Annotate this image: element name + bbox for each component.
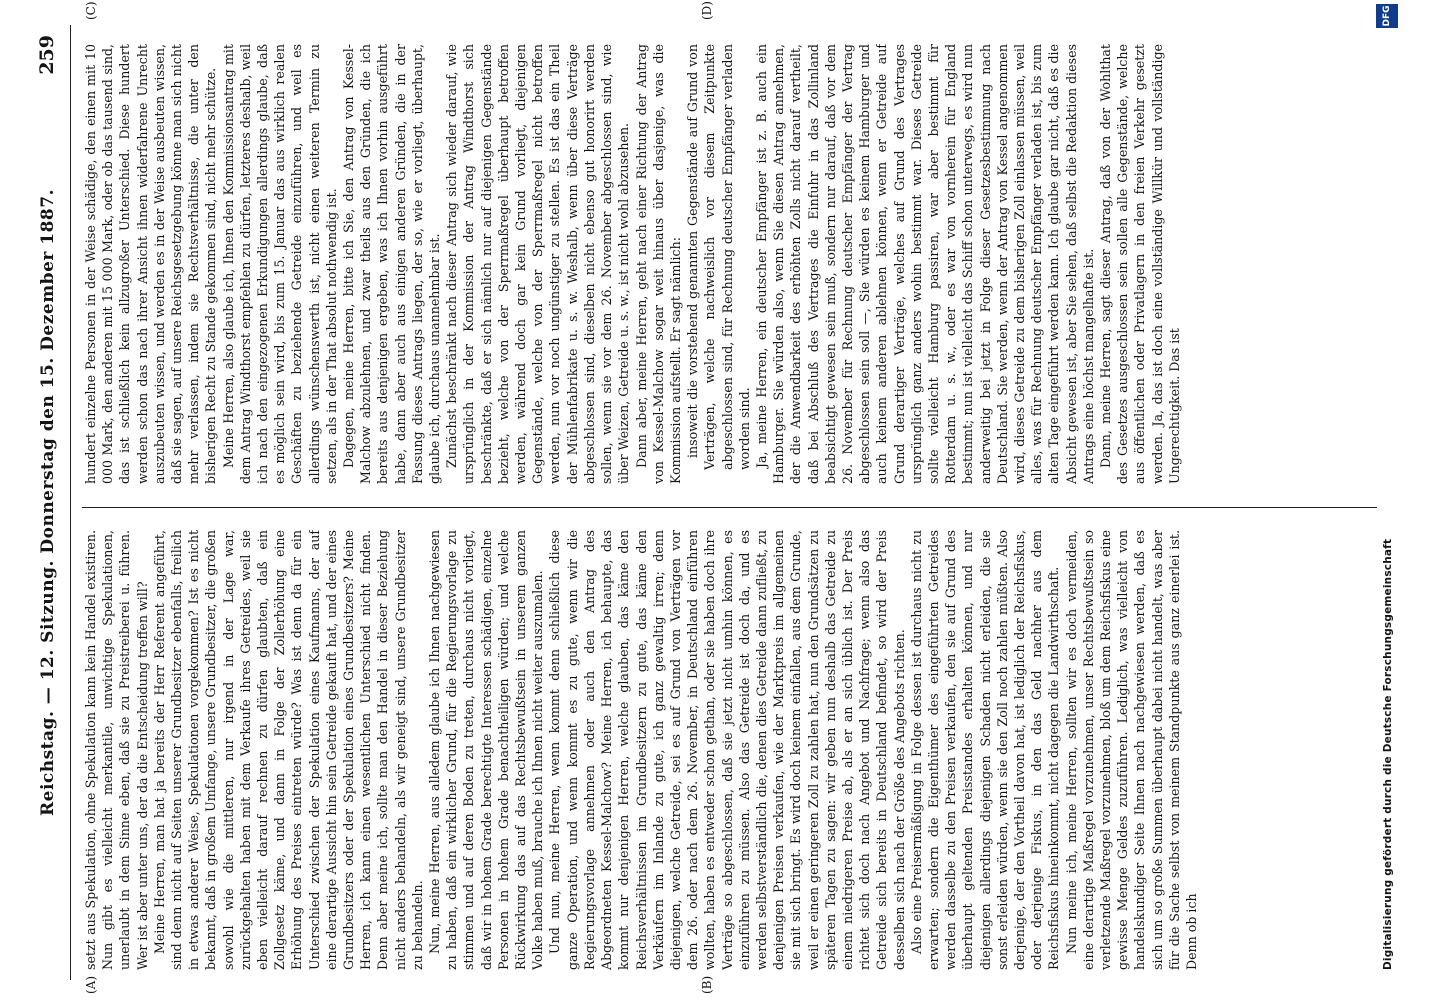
paragraph: Und nun, meine Herren, wenn kommt denn schließlich diese ganze Operation, und wenn kommt es zu gute, wenn wir die Regierungsvorlage annehmen oder auch den Antrag des Abgeordneten Kessel-Malchow? Meine Herren, ich behaupte, das kommt nur denjenigen Herren, welche glauben, das käme den Reichsverhältnissen im Grundbesitzern zu gute, das käme den Verkäufern im Inlande zu gute, ich ganz gewaltig irren; denn diejenigen, welche Getreide, sei es auf Grund von Verträgen vor dem 26. oder nach dem 26. November, in Deutschland einführen wollten, haben es entweder schon gethan, oder sie haben doch ihre Verträge so abgeschlossen, daß sie jetzt nicht umhin können, es einzuführen zu müssen. Also das Getreide ist doch da, und es werden selbstverständlich die, denen dies Getreide dann zufließt, zu denjenigen Preisen verkaufen, wie der Marktpreis im allgemeinen sie mit sich bringt. Es wird doch keinem einfallen, aus dem Grunde, weil er einen geringeren Zoll zu zahlen hat, nun den Grundsätzen zu späteren Tagen zu sagen: wir geben nun deshalb das Getreide zu einem niedrigeren Preise ab, als er an sich üblich ist. Der Preis richtet sich doch nach Angebot und Nachfrage; wenn also das Getreide sich bereits in Deutschland befindet, so wird der Preis desselben sich nach der Größe des Angebots richten. — [547, 530, 907, 970]
margin-marker-b: (B) — [700, 975, 714, 994]
left-text-column — [82, 530, 1382, 970]
paragraph: Nun, meine Herren, aus alledem glaube ich Ihnen nachgewiesen zu haben, daß ein wirklicher Grund, für die Regierungsvorlage zu stimmen und auf deren Boden zu treten, durchaus nicht vorliegt, daß wir in hohem Grade berechtigte Interessen schädigen, einzelne Personen in hohem Grade benachtheiligen würden; und welche Rückwirkung das auf das Rechtsbewußtsein in unserem ganzen Volke haben muß, brauche ich Ihnen nicht weiter auszumalen. — [427, 530, 546, 970]
page-number: 259 — [36, 35, 58, 75]
running-title: Reichstag. — 12. Sitzung. Donnerstag den 15. Dezember 1887. — [38, 189, 58, 816]
page-header — [22, 25, 72, 980]
paragraph: Ja, meine Herren, ein deutscher Empfänger ist z. B. auch ein Hamburger. Sie würden also, wenn Sie diesen Antrag annehmen, der die Anwendbarkeit des erhöhten Zolls nicht darauf vertheilt, daß bei Abschluß des Vertrages die Einfuhr in das Zollinland beabsichtigt gewesen sein muß, sondern nur darauf, daß vor dem 26. November für Rechnung deutscher Empfänger der Vertrag abgeschlossen sein soll —, Sie würden es keinem Hamburger und auch keinem anderen ablehnen können, wenn er Getreide auf Grund derartiger Verträge, welches auf Grund des Vertrages ursprünglich ganz anders wohin bestimmt war. Dieses Getreide sollte vielleicht Hamburg passiren, war aber bestimmt für Rotterdam u. s. w., oder es war von vornherein für England bestimmt; nun ist vielleicht das Schiff schon unterwegs, es wird nun anderweitig bei jetzt in Folge dieser Gesetzesbestimmung nach Deutschland. Sie werden, wenn der Antrag von Kessel angenommen wird, dieses Getreide zu dem bisherigen Zoll einlassen müssen, weil alles, was für Rechnung deutscher Empfänger verladen ist, bis zum alten Tage eingeführt werden kann. Ich glaube gar nicht, daß es die Absicht gewesen ist, aber Sie sehen, daß selbst die Redaktion dieses Antrags eine höchst mangelhafte ist. — [753, 44, 1096, 484]
margin-marker-a: (A) — [84, 975, 98, 994]
paragraph: Dagegen, meine Herren, bitte ich Sie, den Antrag von Kessel-Malchow abzulehnen, und zwar theils aus den Gründen, die ich bereits aus denjenigen ergeben, was ich Ihnen vorhin ausgeführt habe, dann aber auch aus einigen anderen Gründen, die in der Fassung dieses Antrags liegen, der so, wie er vorliegt, überhaupt, glaube ich, durchaus unannehmbar ist. — [341, 44, 443, 484]
paragraph: Dann aber, meine Herren, geht nach einer Richtung der Antrag von Kessel-Malchow sogar weit hinaus über dasjenige, was die Kommission aufstellt. Er sagt nämlich: — [633, 44, 683, 484]
paragraph: Also eine Preisermäßigung in Folge dessen ist durchaus nicht zu erwarten; sondern die Eigenthümer des eingeführten Getreides werden dasselbe zu den Preisen verkaufen, den sie auf Grund des überhaupt geltenden Preisstandes erhalten können, und nur diejenigen allerdings diejenigen Schaden nicht erleiden, die sie sonst erleiden würden, wenn sie den Zoll noch zahlen müßten. Also derjenige, der den Vortheil davon hat, ist lediglich der Reichsfiskus, oder derjenige Fiskus, in den das Geld nachher aus dem Reichsfiskus hineinkommt, nicht dagegen die Landwirthschaft. — [908, 530, 1062, 970]
right-text-column — [82, 44, 1382, 484]
paragraph: Zunächst beschränkt nach dieser Antrag sich wieder darauf, wie ursprünglich in der Kommission der Antrag Windthorst sich beschränkte, daß er sich nämlich nur auf diejenigen Gegenstände bezieht, welche von der Sperrmaßregel überhaupt betroffen werden, während doch gar kein Grund vorliegt, diejenigen Gegenstände, welche von der Sperrmaßregel nicht betroffen werden, nun vor noch ungünstiger zu stellen. Es ist das ein Theil der Mühlenfabrikate u. s. w. Weshalb, wenn über diese Verträge abgeschlossen sind, dieselben nicht ebenso gut honorirt werden sollen, wenn sie vor dem 26. November abgeschlossen sind, wie über Weizen, Getreide u. s. w., ist nicht wohl abzusehen. — [444, 44, 632, 484]
paragraph: Nun meine ich, meine Herren, sollten wir es doch vermeiden, eine derartige Maßregel vorzunehmen, unser Rechtsbewußtsein so verletzende Maßregel vorzunehmen, bloß um dem Reichsfiskus eine gewisse Menge Geldes zuzuführen. Lediglich, was vielleicht von handelskundiger Seite Ihnen nach nachgewiesen werden, daß es sich um so große Summen überhaupt dabei nicht handelt, was aber für die Sache selbst von meinem Standpunkte aus ganz einerlei ist. Denn ob ich — [1063, 530, 1199, 970]
paragraph: Meine Herren, also glaube ich, Ihnen den Kommissionsantrag mit dem Antrag Windthorst empfehlen zu dürfen, letzteres deshalb, weil ich nach den eingezogenen Erkundigungen allerdings glaube, daß es möglich sein wird, bis zum 15. Januar das aus wirklich realen Geschäften zu beziehende Getreide einzuführen, und weil es allerdings wünschenswerth ist, nicht einen weiteren Termin zu setzen, als in der That absolut nothwendig ist. — [220, 44, 339, 484]
paragraph: setzt aus Spekulation, ohne Spekulation kann kein Handel existiren. Nun gibt es vielleicht merkantile, unwichtige Spekulationen, unerlaubt in dem Sinne eben, daß sie zu Preistreiberei u. führen. Wer ist aber unter uns, der da die Entscheidung treffen will? — [83, 530, 150, 970]
paragraph: hundert einzelne Personen in der Weise schädige, den einen mit 10 000 Mark, den anderen mit 15 000 Mark, oder ob das tausend sind, das ist schließlich kein allzugroßer Unterschied. Diese hundert werden schon das nach ihrer Ansicht ihnen widerfahrene Unrecht auszubeuten wissen, und werden es in der Weise ausbeuten wissen, daß sie sagen, auf unsere Reichsgesetzgebung könne man sich nicht mehr verlassen, indem sie Rechtsverhältnisse, die unter den bisherigen Recht zu Stande gekommen sind, nicht mehr schütze. — [83, 44, 219, 484]
paragraph: Meine Herren, man hat ja bereits der Herr Referent angeführt, sind denn nicht auf Seiten unserer Grundbesitzer ebenfalls, freilich in etwas anderer Weise, Spekulationen vorgekommen? Ist es nicht bekannt, daß in großem Umfange, unsere Grundbesitzer, die großen sowohl wie die mittleren, nur irgend in der Lage war, zurückgehalten haben mit dem Verkaufe ihres Getreides, weil sie eben vielleicht darauf rechnen zu dürfen glaubten, daß ein Zollgesetz käme, und dann in Folge der Zollerhöhung eine Erhöhung des Preises eintreten würde? Was ist denn da für ein Unterschied zwischen der Spekulation eines Kaufmanns, der auf eine derartige Aussicht hin sein Getreide gekauft hat, und der eines Grundbesitzers oder der Spekulation eines Grundbesitzers? Meine Herren, ich kann einen wesentlichen Unterschied nicht finden. Denn aber meine ich, sollte man den Handel in dieser Beziehung nicht anders behandeln, als wir geneigt sind, unsere Grundbesitzer zu behandeln. — [151, 530, 425, 970]
quoted-paragraph: insoweit die vorstehend genannten Gegenstände auf Grund von Verträgen, welche nachweislich vor diesem Zeitpunkte abgeschlossen sind, für Rechnung deutscher Empfänger verladen worden sind. — [685, 44, 752, 470]
paragraph: Dann, meine Herren, sagt dieser Antrag, daß von der Wohlthat des Gesetzes ausgeschlossen sein sollen alle Gegenstände, welche aus öffentlichen oder Privatlagern in den freien Verkehr gesetzt werden. Ja, das ist doch eine vollständige Willkür und vollständige Ungerechtigkeit. Das ist — [1097, 44, 1182, 484]
header-rule — [70, 25, 71, 980]
funding-note: Digitalisierung gefördert durch die Deutsche Forschungsgemeinschaft — [1382, 538, 1394, 970]
dfg-logo-icon: DFG — [1376, 4, 1398, 28]
digitization-footer — [1370, 0, 1428, 1000]
margin-marker-c: (C) — [84, 1, 98, 20]
column-divider — [82, 507, 1377, 508]
margin-marker-d: (D) — [700, 1, 714, 20]
